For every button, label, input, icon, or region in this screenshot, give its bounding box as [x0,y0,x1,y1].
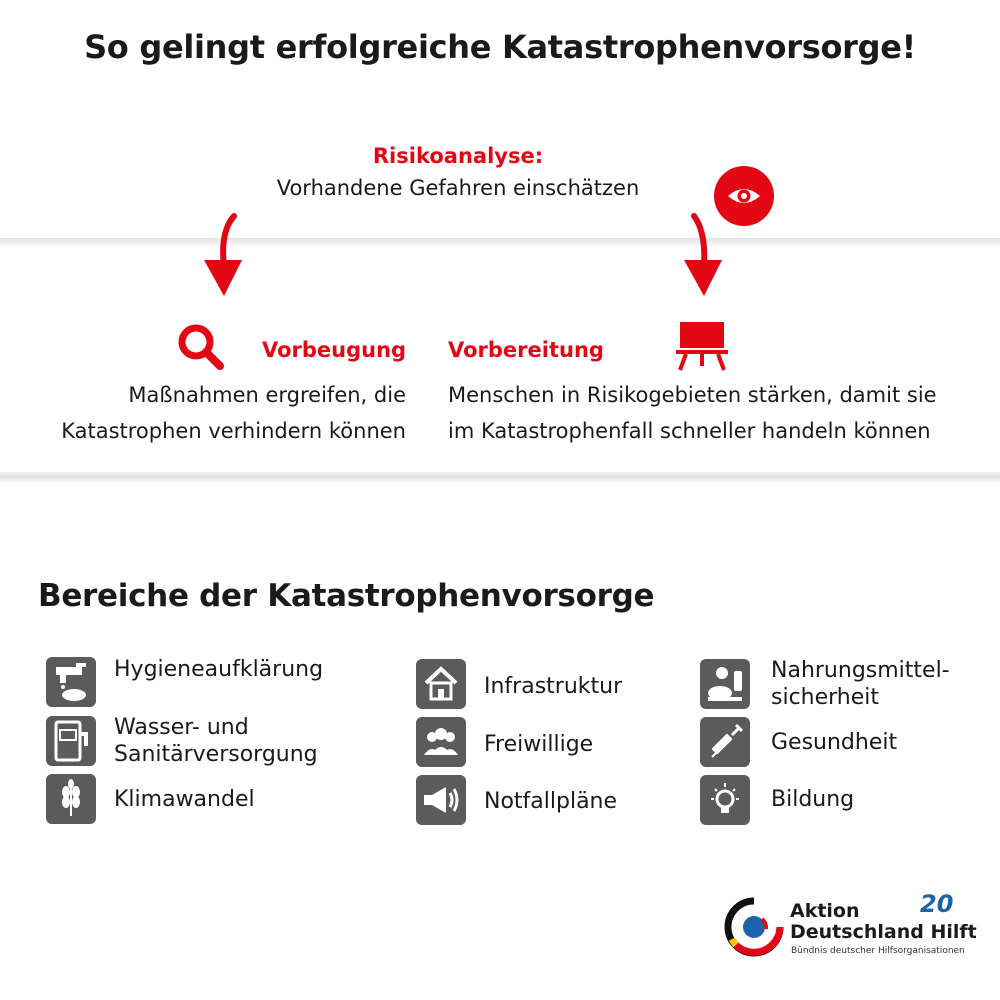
area-label-water-line2: Sanitärversorgung [114,742,318,767]
area-label-education: Bildung [771,787,855,812]
food-icon [700,659,750,709]
prevention-heading: Vorbeugung [262,338,407,362]
presentation-board-icon [676,320,728,372]
areas-title: Bereiche der Katastrophenvorsorge [38,578,655,614]
area-label-climate: Klimawandel [114,787,255,812]
water-pump-icon [46,716,96,766]
prevention-line2: Katastrophen verhindern können [61,419,406,443]
syringe-icon [700,717,750,767]
preparation-line1: Menschen in Risikogebieten stärken, damit sie [448,383,937,407]
page-title: So gelingt erfolgreiche Katastrophenvorsorge! [84,28,916,66]
risk-text: Vorhandene Gefahren einschätzen [276,176,640,200]
band-bottom-divider [0,472,1000,482]
risk-heading: Risikoanalyse: [372,144,544,168]
prevention-line1: Maßnahmen ergreifen, die [128,383,406,407]
arrow-right-icon [676,212,736,302]
aktion-deutschland-hilft-logo-icon [722,895,786,959]
area-label-volunteers: Freiwillige [484,732,594,757]
band-top-divider [0,238,1000,246]
faucet-icon [46,657,96,707]
preparation-heading: Vorbereitung [448,338,604,362]
area-label-emergency-plans: Notfallpläne [484,789,618,814]
area-label-hygiene: Hygieneaufklärung [114,657,324,682]
area-label-infrastructure: Infrastruktur [484,674,623,699]
area-label-water-line1: Wasser- und [114,715,249,740]
logo-subtitle: Bündnis deutscher Hilfsorganisationen [791,946,965,956]
lightbulb-icon [700,775,750,825]
area-label-food-line2: sicherheit [771,685,880,710]
logo-line1: Aktion [790,900,860,922]
magnifier-icon [176,322,228,372]
logo-line2: Deutschland Hilft [790,921,977,943]
wheat-icon [46,774,96,824]
area-label-food-line1: Nahrungsmittel- [771,658,950,683]
logo-anniversary: 20 [920,890,954,918]
group-icon [416,717,466,767]
house-icon [416,659,466,709]
arrow-left-icon [190,212,250,302]
preparation-line2: im Katastrophenfall schneller handeln können [448,419,931,443]
area-label-health: Gesundheit [771,730,898,755]
megaphone-icon [416,775,466,825]
